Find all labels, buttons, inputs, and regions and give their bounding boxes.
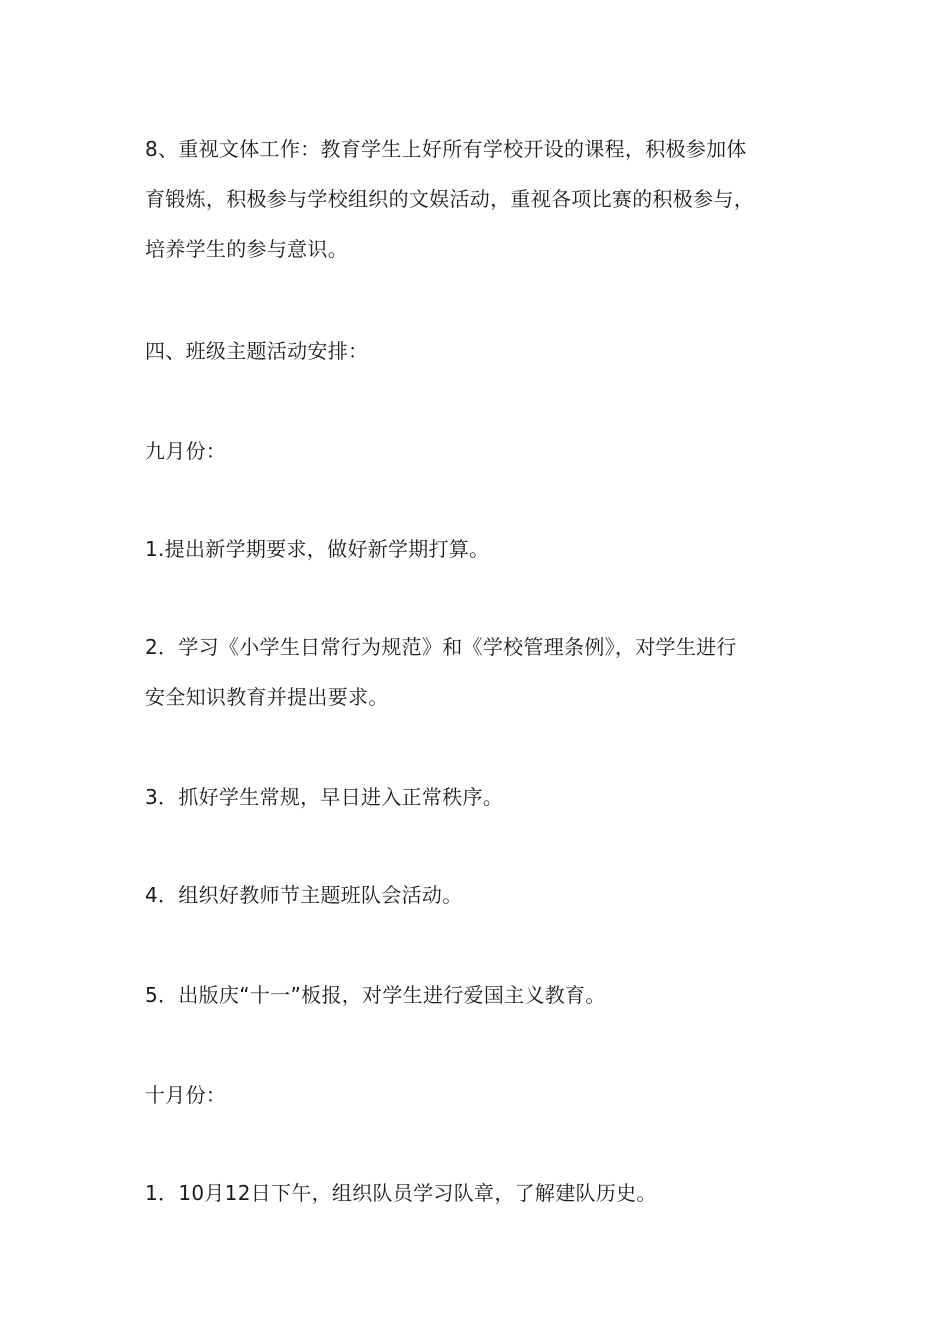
section-heading-class-activities: [145, 326, 835, 376]
month-heading-october: [145, 1070, 835, 1120]
text-line: 4．组织好教师节主题班队会活动。: [145, 883, 463, 907]
text-line: 3．抓好学生常规，早日进入正常秩序。: [145, 785, 504, 809]
text-line: 8、重视文体工作：教育学生上好所有学校开设的课程，积极参加体: [145, 137, 747, 161]
text-line: 2．学习《小学生日常行为规范》和《学校管理条例》，对学生进行: [145, 635, 737, 659]
text-line: 1．10月12日下午，组织队员学习队章，了解建队历史。: [145, 1181, 657, 1205]
month-heading-september: [145, 426, 835, 476]
list-item-september-1: [145, 524, 835, 574]
text-line: 1.提出新学期要求，做好新学期打算。: [145, 537, 490, 561]
paragraph-sports-culture-work: [145, 124, 835, 274]
text-line: 安全知识教育并提出要求。: [145, 685, 389, 709]
heading-text: 九月份：: [145, 439, 227, 463]
list-item-september-2: [145, 622, 835, 722]
list-item-september-4: [145, 870, 835, 920]
list-item-september-3: [145, 772, 835, 822]
heading-text: 四、班级主题活动安排：: [145, 339, 369, 363]
list-item-september-5: [145, 970, 835, 1020]
text-line: 育锻炼，积极参与学校组织的文娱活动，重视各项比赛的积极参与，: [145, 187, 754, 211]
text-line: 培养学生的参与意识。: [145, 237, 348, 261]
text-line: 5．出版庆“十一”板报，对学生进行爱国主义教育。: [145, 983, 606, 1007]
heading-text: 十月份：: [145, 1083, 227, 1107]
list-item-october-1: [145, 1168, 835, 1218]
